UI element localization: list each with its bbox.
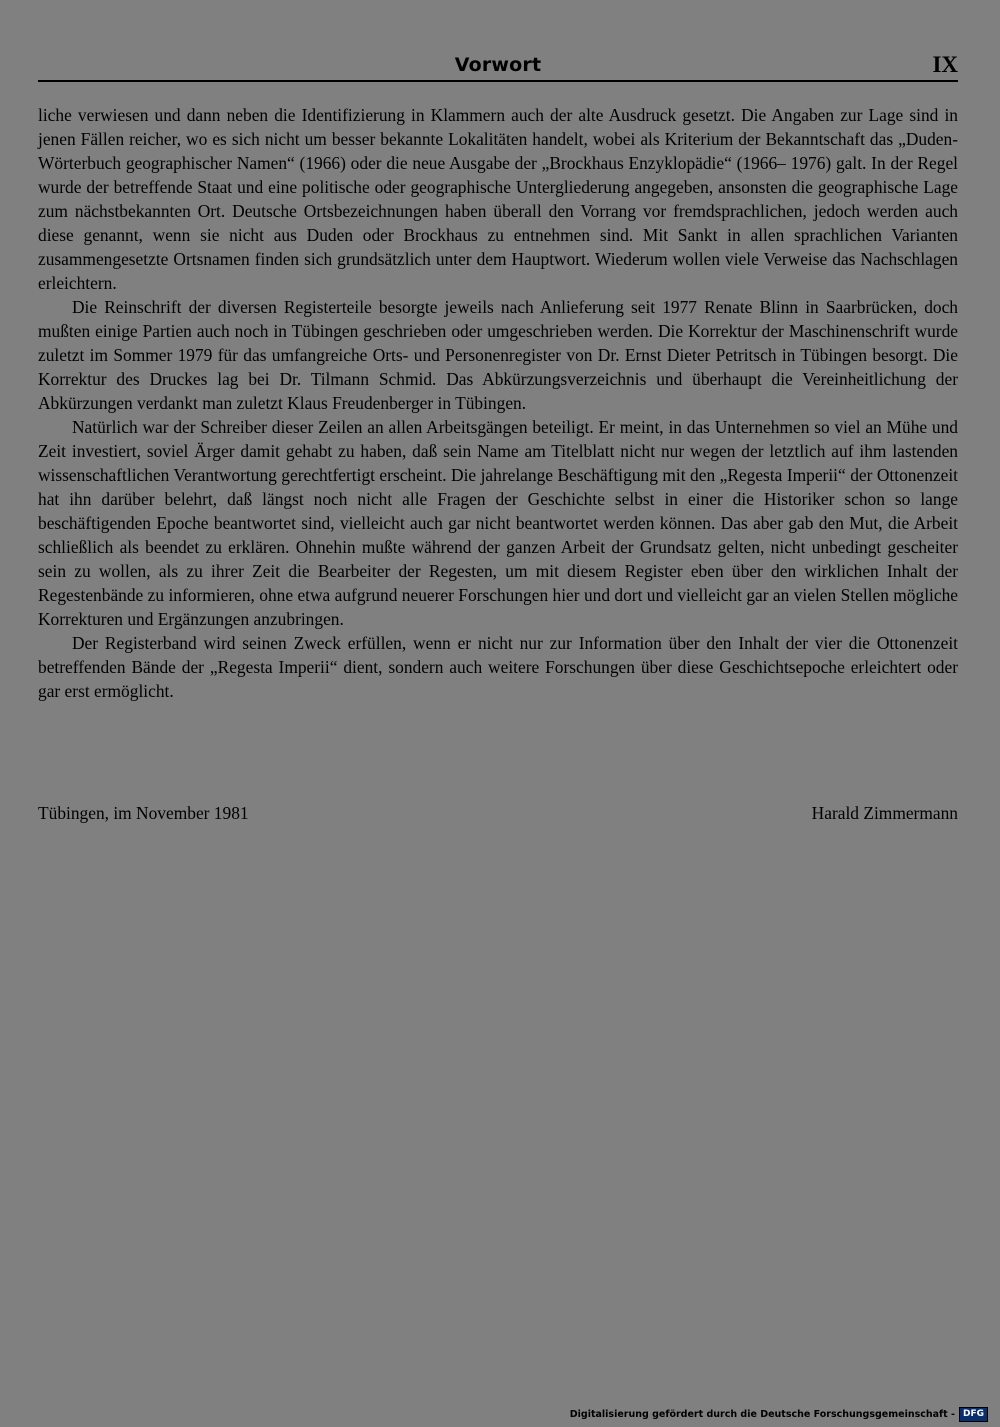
paragraph: Natürlich war der Schreiber dieser Zeilen an allen Arbeitsgängen beteiligt. Er meint, in das Unternehmen so viel an Mühe und Zeit investiert, soviel Ärger damit gehabt zu haben, daß sein Name am Titelblatt nicht nur wegen der letztlich auf ihm lastenden wissenschaftlichen Verantwortung gerechtfertigt erscheint. Die jahrelange Beschäftigung mit den „Regesta Imperii“ der Ottonenzeit hat ihn darüber belehrt, daß längst noch nicht alle Fragen der Geschichte selbst in einer die Historiker schon so lange beschäftigenden Epoche beantwortet sind, vielleicht auch gar nicht beantwortet werden können. Das aber gab den Mut, die Arbeit schließlich als beendet zu erklären. Ohnehin mußte während der ganzen Arbeit der Grundsatz gelten, nicht unbedingt gescheiter sein zu wollen, als zu ihrer Zeit die Bearbeiter der Regesten, um mit diesem Register eben über den wirklichen Inhalt der Regestenbände zu informieren, ohne etwa aufgrund neuerer Forschungen hier und dort und vielleicht gar an vielen Stellen mögliche Korrekturen und Ergänzungen anzubringen. <box>38 417 958 629</box>
page-number: IX <box>932 52 958 77</box>
place-date: Tübingen, im November 1981 <box>38 803 249 823</box>
credit-text: Digitalisierung gefördert durch die Deutsche Forschungsgemeinschaft - <box>569 1408 955 1420</box>
author-name: Harald Zimmermann <box>811 803 958 823</box>
paragraph: Der Registerband wird seinen Zweck erfüllen, wenn er nicht nur zur Information über den Inhalt der vier die Ottonenzeit betreffenden Bände der „Regesta Imperii“ dient, sondern auch weitere Forschungen über diese Geschichtsepoche erleichtert oder gar erst ermöglicht. <box>38 633 958 701</box>
paragraph: Die Reinschrift der diversen Registerteile besorgte jeweils nach Anlieferung seit 1977 Renate Blinn in Saarbrücken, doch mußten einige Partien auch noch in Tübingen geschrieben oder umgeschrieben werden. Die Korrektur der Maschinenschrift wurde zuletzt im Sommer 1979 für das umfangreiche Orts- und Personenregister von Dr. Ernst Dieter Petritsch in Tübingen besorgt. Die Korrektur des Druckes lag bei Dr. Tilmann Schmid. Das Abkürzungsverzeichnis und überhaupt die Vereinheitlichung der Abkürzungen verdankt man zuletzt Klaus Freudenberger in Tübingen. <box>38 297 958 413</box>
footer-credit <box>570 1407 988 1421</box>
page-header <box>38 52 958 82</box>
paragraph: liche verwiesen und dann neben die Identifizierung in Klammern auch der alte Ausdruck gesetzt. Die Angaben zur Lage sind in jenen Fällen reicher, wo es sich nicht um besser bekannte Lokalitäten handelt, wobei als Kriterium der Bekanntschaft das „Duden-Wörterbuch geographischer Namen“ (1966) oder die neue Ausgabe der „Brockhaus Enzyklopädie“ (1966– 1976) galt. In der Regel wurde der betreffende Staat und eine politische oder geographische Untergliederung angegeben, ansonsten die geographische Lage zum nächstbekannten Ort. Deutsche Ortsbezeichnungen haben überall den Vorrang vor fremdsprachlichen, jedoch werden auch diese genannt, wenn sie nicht aus Duden oder Brockhaus zu entnehmen sind. Mit Sankt in allen sprachlichen Varianten zusammengesetzte Ortsnamen finden sich grundsätzlich unter dem Hauptwort. Wiederum wollen viele Verweise das Nachschlagen erleichtern. <box>38 105 958 293</box>
body-text <box>38 103 958 703</box>
page-title: Vorwort <box>454 54 542 76</box>
dfg-logo-icon: DFG <box>959 1407 988 1422</box>
header-rule <box>38 80 958 82</box>
